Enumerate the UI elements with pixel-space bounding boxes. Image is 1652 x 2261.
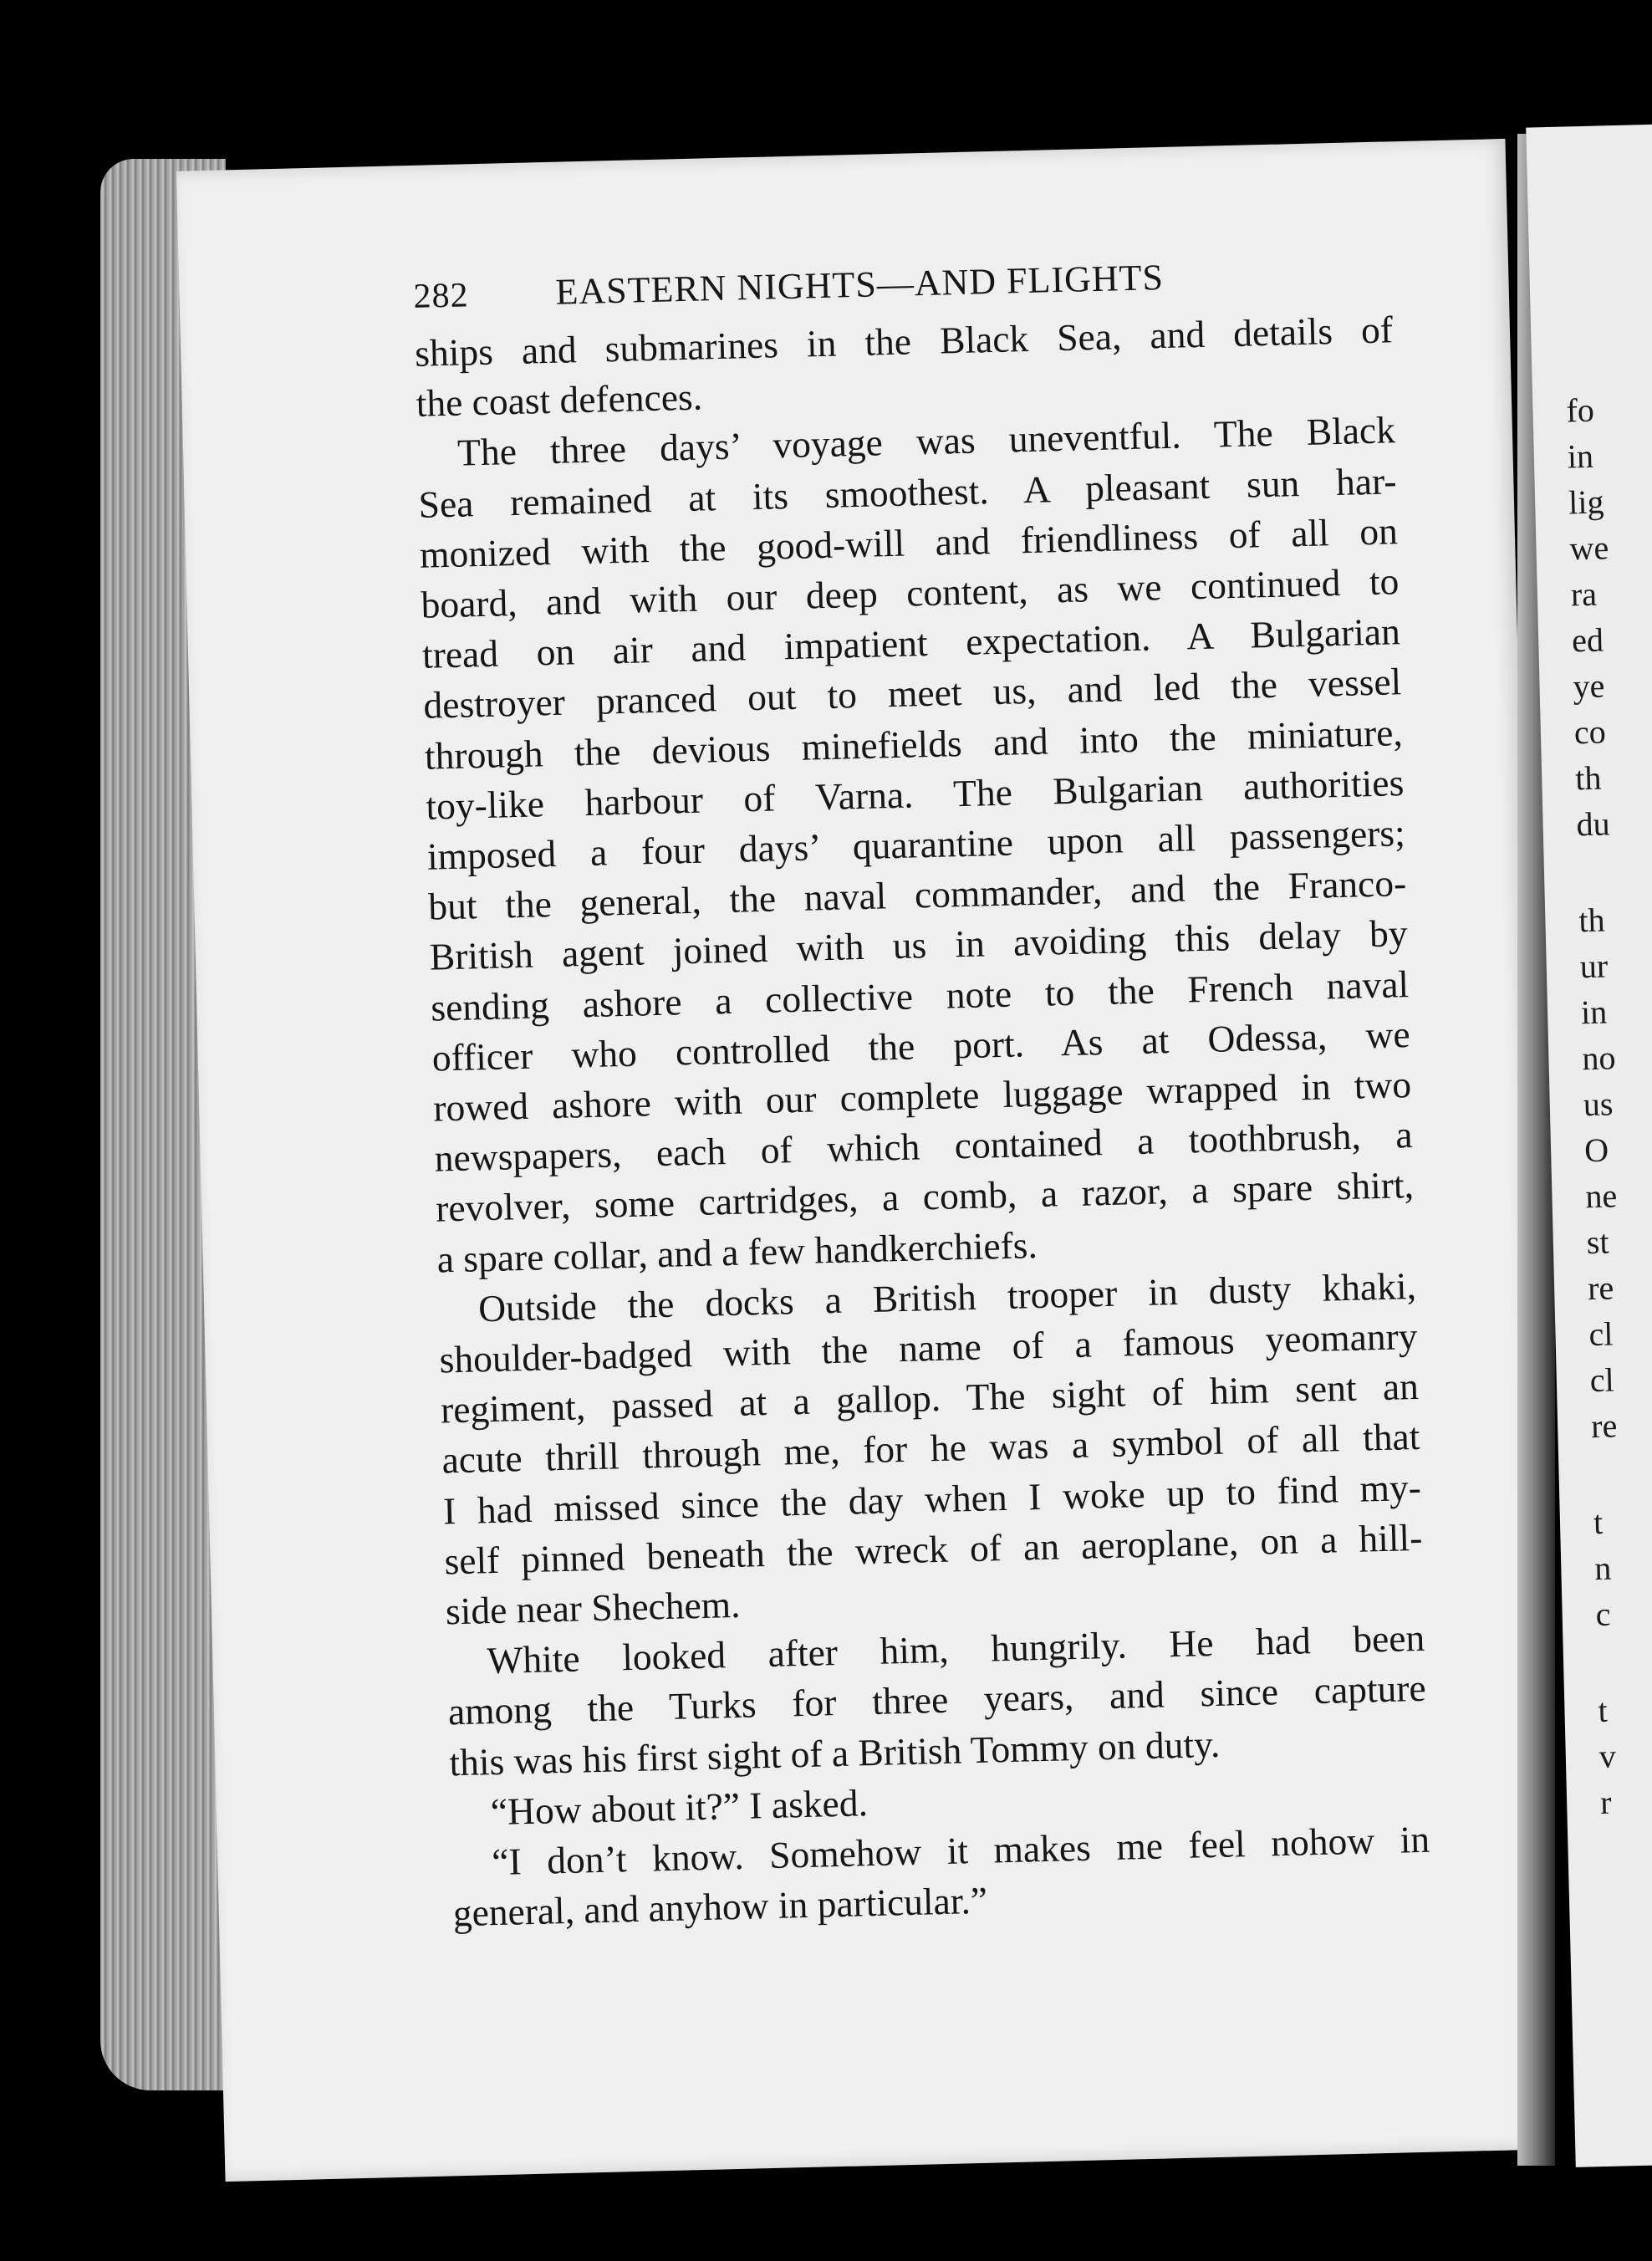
text-line: tread on air and impatient expectation. A Bulgarian bbox=[421, 610, 1401, 676]
right-page-text-fragment: ra bbox=[1570, 574, 1598, 614]
text-line: general, and anyhow in particular.” bbox=[452, 1879, 988, 1935]
text-line: Sea remained at its smoothest. A pleasant sun har- bbox=[418, 458, 1397, 526]
right-page-text-fragment: no bbox=[1581, 1039, 1616, 1078]
right-page-text-fragment: cl bbox=[1589, 1360, 1615, 1400]
right-page-text-fragment: in bbox=[1580, 993, 1608, 1032]
right-page-text-fragment: us bbox=[1583, 1085, 1614, 1124]
right-page-text-fragment: ur bbox=[1579, 947, 1609, 986]
right-page-text-fragment: O bbox=[1583, 1130, 1609, 1170]
right-page-text-fragment: c bbox=[1595, 1595, 1611, 1634]
text-line: through the devious minefields and into the miniature, bbox=[424, 710, 1404, 778]
right-page-text-fragment: th bbox=[1578, 901, 1606, 940]
right-page-text-fragment: lig bbox=[1568, 482, 1604, 522]
text-line: self pinned beneath the wreck of an aeroplane, on a hill- bbox=[443, 1515, 1423, 1583]
right-page-text-fragment: in bbox=[1567, 436, 1594, 476]
right-page-text-fragment: re bbox=[1590, 1406, 1618, 1446]
text-line: “How about it?” I asked. bbox=[490, 1781, 869, 1834]
right-page-text-fragment: ne bbox=[1584, 1176, 1618, 1216]
left-page-text-block bbox=[413, 250, 1431, 1938]
right-page-text-fragment: th bbox=[1574, 758, 1602, 798]
book-title: EASTERN NIGHTS—AND FLIGHTS bbox=[554, 256, 1165, 313]
text-line: newspapers, each of which contained a toothbrush, a bbox=[434, 1113, 1414, 1180]
text-line: “I don’t know. Somehow it makes me feel nohow in bbox=[491, 1817, 1430, 1884]
right-page-text-fragment: we bbox=[1568, 528, 1609, 568]
text-line: imposed a four days’ quarantine upon all passengers; bbox=[426, 811, 1406, 878]
text-line: ships and submarines in the Black Sea, and details of bbox=[414, 308, 1394, 375]
text-line: the coast defences. bbox=[416, 375, 703, 426]
text-line: this was his first sight of a British Tommy on duty. bbox=[448, 1722, 1221, 1784]
right-page-text-fragment: re bbox=[1587, 1268, 1614, 1308]
text-line: monized with the good-will and friendliness of all on bbox=[419, 509, 1399, 576]
right-page-text-fragment: co bbox=[1573, 712, 1607, 752]
text-line: revolver, some cartridges, a comb, a razor, a spare shirt, bbox=[435, 1163, 1415, 1231]
body-text bbox=[415, 304, 1432, 1939]
right-page-text-fragment: t bbox=[1593, 1503, 1604, 1542]
right-page-text-fragment: cl bbox=[1588, 1314, 1614, 1354]
page-number: 282 bbox=[413, 276, 470, 316]
right-page-text-fragment: fo bbox=[1565, 390, 1595, 430]
right-page-text-fragment: n bbox=[1593, 1549, 1612, 1588]
text-line: White looked after him, hungrily. He had been bbox=[486, 1616, 1425, 1682]
text-line: side near Shechem. bbox=[445, 1582, 742, 1633]
right-page-text-fragment: v bbox=[1598, 1737, 1617, 1775]
left-page bbox=[176, 139, 1554, 2182]
right-page-text-fragment: ye bbox=[1573, 666, 1605, 706]
running-head bbox=[413, 250, 1392, 317]
text-line: The three days’ voyage was uneventful. The Black bbox=[456, 408, 1396, 475]
text-line: regiment, passed at a gallop. The sight of him sent an bbox=[440, 1365, 1420, 1432]
text-line: a spare collar, and a few handkerchiefs. bbox=[436, 1222, 1038, 1281]
right-page-text-fragment: du bbox=[1576, 804, 1611, 844]
text-line: toy-like harbour of Varna. The Bulgarian authorities bbox=[425, 760, 1405, 828]
right-page-text-fragment: r bbox=[1599, 1783, 1613, 1821]
text-line: board, and with our deep content, as we continued to bbox=[420, 559, 1400, 626]
right-page-text-fragment: t bbox=[1597, 1691, 1609, 1730]
text-line: sending ashore a collective note to the French naval bbox=[430, 962, 1410, 1029]
text-line: among the Turks for three years, and since capture bbox=[447, 1666, 1427, 1733]
text-line: British agent joined with us in avoiding this delay by bbox=[429, 911, 1409, 979]
text-line: I had missed since the day when I woke up to find my- bbox=[442, 1465, 1422, 1533]
right-page-text-fragment: st bbox=[1586, 1222, 1610, 1262]
text-line: Outside the docks a British trooper in dusty khaki, bbox=[477, 1263, 1417, 1330]
text-line: shoulder-badged with the name of a famous yeomanry bbox=[439, 1314, 1418, 1381]
text-line: rowed ashore with our complete luggage wrapped in two bbox=[432, 1063, 1412, 1130]
text-line: destroyer pranced out to meet us, and led the vessel bbox=[422, 660, 1402, 727]
right-page-text-fragment: ed bbox=[1571, 620, 1604, 660]
text-line: but the general, the naval commander, and the Franco- bbox=[427, 861, 1407, 928]
text-line: acute thrill through me, for he was a symbol of all that bbox=[441, 1415, 1420, 1482]
text-line: officer who controlled the port. As at Odessa, we bbox=[431, 1012, 1411, 1079]
